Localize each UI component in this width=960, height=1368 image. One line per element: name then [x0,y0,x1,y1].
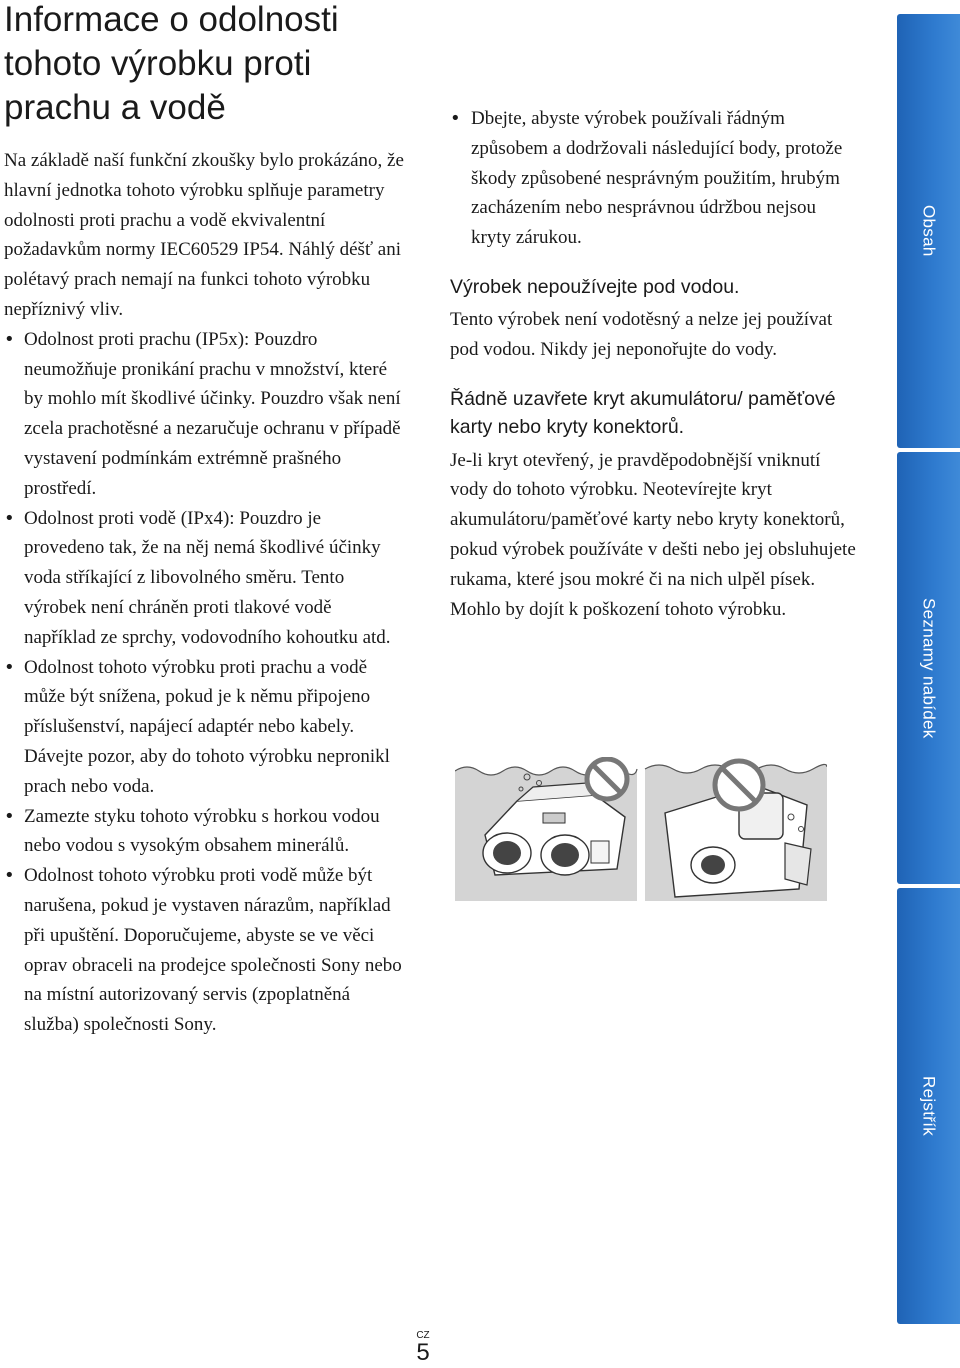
list-item: • Zamezte styku tohoto výrobku s horkou vodou nebo vodou s vysokým obsahem minerálů. [4,802,404,862]
section-heading-underwater: Výrobek nepoužívejte pod vodou. [450,275,740,298]
tab-label: Obsah [919,205,939,257]
list-item: • Odolnost proti vodě (IPx4): Pouzdro je provedeno tak, že na něj nemá škodlivé účinky voda stříkající z libovolného směru. Tento výrobek není chráněn proti tlakové vodě například ze sprchy, vodovodního kohoutku atd. [4,504,404,653]
illustration-svg [455,757,827,901]
page-number-value: 5 [416,1339,430,1366]
tab-menu-lists[interactable] [897,452,960,884]
language-code: CZ [416,1330,430,1341]
left-column [4,146,404,1040]
tab-contents[interactable] [897,14,960,448]
tab-index[interactable] [897,888,960,1324]
panel-open-cover [645,757,827,901]
section-heading-covers: Řádně uzavřete kryt akumulátoru/ paměťové karty nebo kryty konektorů. [450,387,836,438]
list-item: • Odolnost tohoto výrobku proti prachu a vodě může být snížena, pokud je k němu připojeno příslušenství, napájecí adaptér nebo kabely. Dávejte pozor, aby do tohoto výrobku nepronikl prach nebo voda. [4,653,404,802]
list-item: • Odolnost proti prachu (IP5x): Pouzdro neumožňuje pronikání prachu v množství, které by mohlo mít škodlivé účinky. Pouzdro však není zcela prachotěsné a nezaručuje ochranu v případě vystavení podmínkám extrémně prašného prostředí. [4,325,404,504]
covers-paragraph: Je-li kryt otevřený, je pravděpodobnější vniknutí vody do tohoto výrobku. Neotevírejte kryt akumulátoru/paměťové karty nebo kryty konektorů, pokud výrobek používáte v dešti nebo jej obsluhujete rukama, které jsou mokré či na nich ulpěl písek. Mohlo by dojít k poškození tohoto výrobku. [450,449,856,620]
panel-underwater [455,757,637,901]
list-item: • Odolnost tohoto výrobku proti vodě může být narušena, pokud je vystaven nárazům, například při upuštění. Doporučujeme, abyste se ve věci oprav obraceli na prodejce společnosti Sony nebo na místní autorizovaný servis (zpoplatněná služba) společnosti Sony. [4,861,404,1040]
warning-illustration [455,757,827,901]
left-bullet-list [4,325,404,1040]
tab-label: Seznamy nabídek [919,597,939,739]
list-item: • Dbejte, abyste výrobek používali řádným způsobem a dodržovali následující body, protože škody způsobené nesprávným použitím, hrubým zacházením nebo nesprávnou údržbou nejsou kryty zárukou. [450,104,860,253]
page-number [412,1330,434,1365]
prohibition-icon [587,759,627,799]
right-bullet-list [450,104,860,253]
prohibition-icon [715,761,763,809]
intro-paragraph: Na základě naší funkční zkoušky bylo prokázáno, že hlavní jednotka tohoto výrobku splňuje parametry odolnosti proti prachu a vodě ekvivalentní požadavkům normy IEC60529 IP54. Náhlý déšť ani polétavý prach nemají na funkci tohoto výrobku nepříznivý vliv. [4,150,404,320]
sidebar-navigation [897,14,960,1324]
tab-label: Rejstřík [919,1075,939,1136]
right-column [450,104,860,624]
page-title: Informace o odolnosti tohoto výrobku proti prachu a vodě [4,0,339,127]
underwater-paragraph: Tento výrobek není vodotěsný a nelze jej používat pod vodou. Nikdy jej neponořujte do vody. [450,308,833,360]
